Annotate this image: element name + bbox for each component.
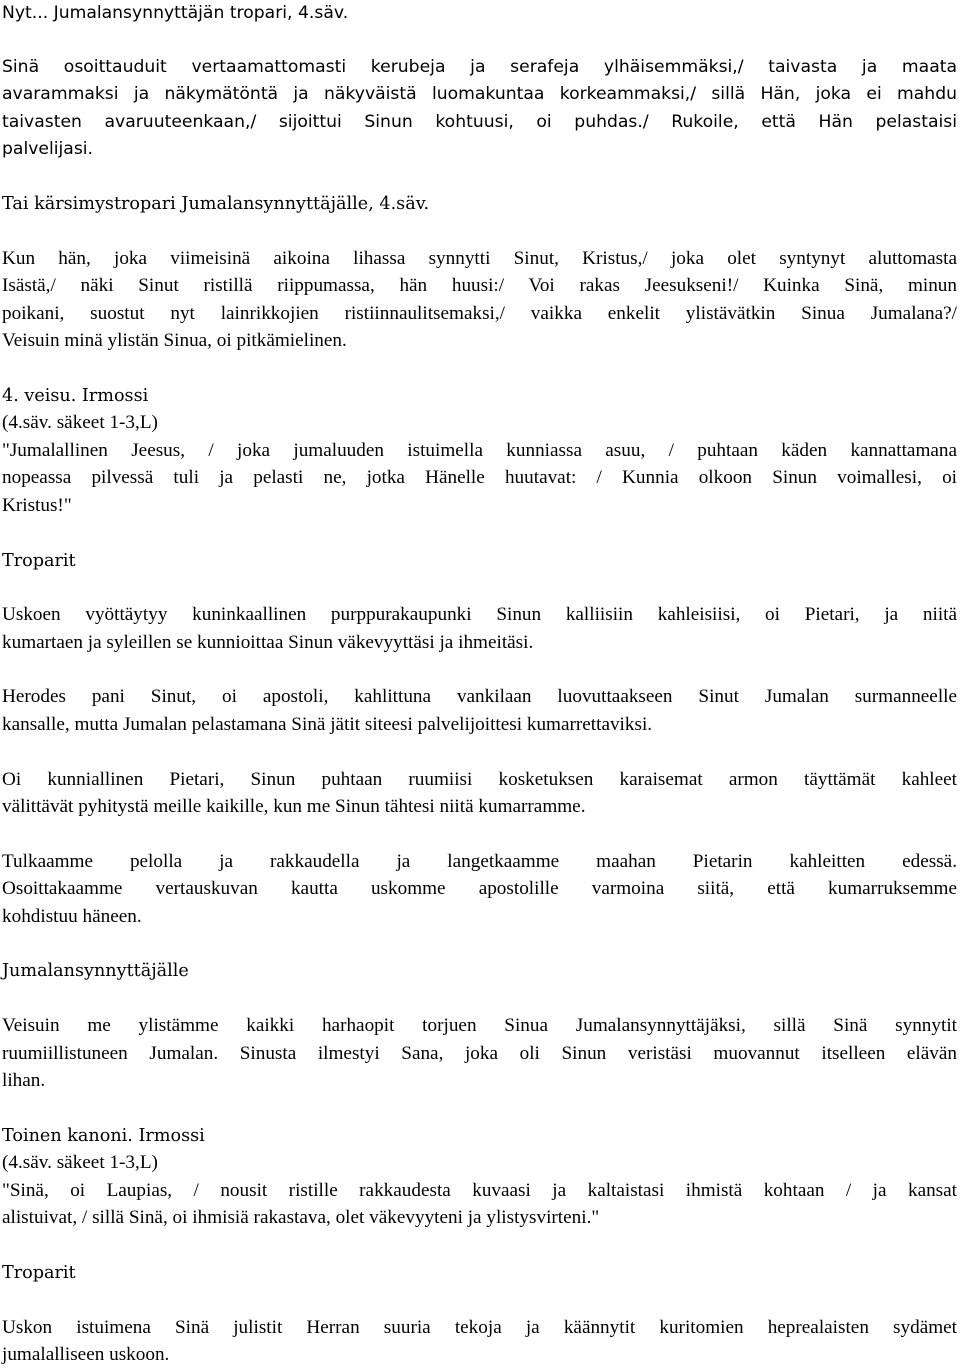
paragraph-kun-line-4: Veisuin minä ylistän Sinua, oi pitkämielinen. [2, 330, 347, 351]
paragraph-kun-line-3: poikani, suostut nyt lainrikkojien ristiinnaulitsemaksi,/ vaikka enkelit ylistävätkin Sinua Jumalana?/ [2, 303, 957, 324]
paragraph-tulkaamme-line-3: kohdistuu häneen. [2, 906, 142, 927]
paragraph-kun-line-1: Kun hän, joka viimeisinä aikoina lihassa synnytti Sinut, Kristus,/ joka olet syntynyt aluttomasta [2, 248, 957, 269]
heading-4-veisu-irmossi: 4. veisu. Irmossi [2, 386, 149, 406]
paragraph-uskon-line-1: Uskon istuimena Sinä julistit Herran suuria tekoja ja käännytit kuritomien heprealaisten sydämet [2, 1317, 957, 1338]
paragraph-oi-line-2: välittävät pyhitystä meille kaikille, kun me Sinun tähtesi niitä kumarramme. [2, 796, 586, 817]
title-line: Nyt... Jumalansynnyttäjän tropari, 4.säv. [2, 3, 349, 23]
paragraph-irmossi-line-1: "Jumalallinen Jeesus, / joka jumaluuden istuimella kunniassa asuu, / puhtaan käden kannattamana [2, 440, 957, 461]
heading-troparit-2: Troparit [2, 1263, 76, 1283]
paragraph-irmossi-line-3: Kristus!" [2, 495, 72, 516]
paragraph-tulkaamme-line-2: Osoittakaamme vertauskuvan kautta uskomme apostolille varmoina siitä, että kumarruksemme [2, 878, 957, 899]
toinen-tone-note: (4.säv. säkeet 1-3,L) [2, 1152, 158, 1173]
heading-toinen-kanoni-irmossi: Toinen kanoni. Irmossi [2, 1126, 205, 1146]
paragraph-uskoen-line-1: Uskoen vyöttäytyy kuninkaallinen purppurakaupunki Sinun kalliisiin kahleisiisi, oi Pietari, ja niitä [2, 604, 957, 625]
paragraph-sina-line-4: palvelijasi. [2, 139, 94, 159]
paragraph-herodes-line-1: Herodes pani Sinut, oi apostoli, kahlittuna vankilaan luovuttaakseen Sinut Jumalan surmanneelle [2, 686, 957, 707]
heading-jumalansynnyttajalle: Jumalansynnyttäjälle [2, 961, 189, 981]
paragraph-veisuin-line-3: lihan. [2, 1070, 46, 1091]
paragraph-sina-line-3: taivasten avaruuteenkaan,/ sijoittui Sinun kohtuusi, oi puhdas./ Rukoile, että Hän pelastaisi [2, 112, 957, 132]
paragraph-veisuin-line-2: ruumiillistuneen Jumalan. Sinusta ilmestyi Sana, joka oli Sinun veristäsi muovannut itselleen elävän [2, 1043, 957, 1064]
paragraph-sina-line-1: Sinä osoittauduit vertaamattomasti kerubeja ja serafeja ylhäisemmäksi,/ taivasta ja maata [2, 57, 957, 77]
paragraph-kun-line-2: Isästä,/ näki Sinut ristillä riippumassa, hän huusi:/ Voi rakas Jeesukseni!/ Kuinka Sinä, minun [2, 275, 957, 296]
paragraph-toinen-line-1: "Sinä, oi Laupias, / nousit ristille rakkaudesta kuvaasi ja kaltaistasi ihmistä kohtaan / ja kansat [2, 1180, 957, 1201]
paragraph-uskoen-line-2: kumartaen ja syleillen se kunnioittaa Sinun väkevyyttäsi ja ihmeitäsi. [2, 632, 534, 653]
paragraph-veisuin-line-1: Veisuin me ylistämme kaikki harhaopit torjuen Sinua Jumalansynnyttäjäksi, sillä Sinä synnytit [2, 1015, 957, 1036]
heading-troparit-1: Troparit [2, 551, 76, 571]
paragraph-uskon-line-2: jumalalliseen uskoon. [2, 1344, 170, 1365]
paragraph-irmossi-line-2: nopeassa pilvessä tuli ja pelasti ne, jotka Hänelle huutavat: / Kunnia olkoon Sinun voimallesi, oi [2, 467, 957, 488]
paragraph-sina-line-2: avarammaksi ja näkymätöntä ja näkyväistä luomakuntaa korkeammaksi,/ sillä Hän, joka ei mahdu [2, 84, 957, 104]
paragraph-herodes-line-2: kansalle, mutta Jumalan pelastamana Sinä jätit siteesi palvelijoittesi kumarrettaviksi. [2, 714, 653, 735]
veisu4-tone-note: (4.säv. säkeet 1-3,L) [2, 412, 158, 433]
paragraph-toinen-line-2: alistuivat, / sillä Sinä, oi ihmisiä rakastava, olet väkevyyteni ja ylistysvirteni." [2, 1207, 600, 1228]
heading-karsimystropari: Tai kärsimystropari Jumalansynnyttäjälle, 4.säv. [2, 194, 430, 214]
paragraph-oi-line-1: Oi kunniallinen Pietari, Sinun puhtaan ruumiisi kosketuksen karaisemat armon täyttämät kahleet [2, 769, 957, 790]
paragraph-tulkaamme-line-1: Tulkaamme pelolla ja rakkaudella ja langetkaamme maahan Pietarin kahleitten edessä. [2, 851, 957, 872]
